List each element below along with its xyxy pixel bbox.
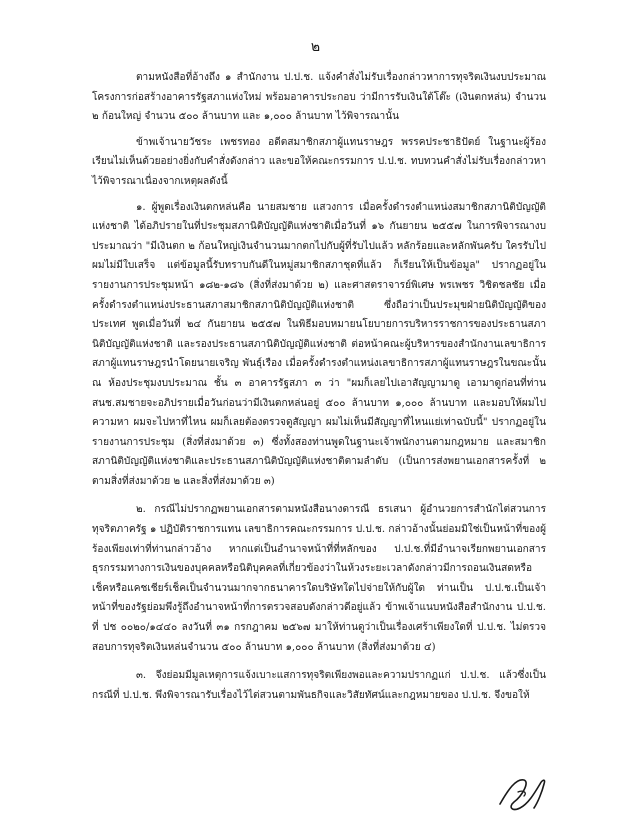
paragraph-complainant: ข้าพเจ้านายวัชระ เพชรทอง อดีตสมาชิกสภาผู้แทนราษฎร พรรคประชาธิปัตย์ ในฐานะผู้ร้องเรียนไม่เห็นด้วยอย่างยิ่งกับคำสั่งดังกล่าว และขอให้คณะกรรมการ ป.ป.ช. ทบทวนคำสั่งไม่รับเรื่องกล่าวหาไว้พิจารณาเนื่องจากเหตุผลดังนี้ (92, 136, 546, 187)
signature-mark (494, 770, 550, 816)
letter-body (92, 68, 546, 714)
paragraph-point-3: ๓. จึงย่อมมีมูลเหตุการแจ้งเบาะแสการทุจริตเพียงพอและความปรากฏแก่ ป.ป.ช. แล้วซึ่งเป็นกรณีที่ ป.ป.ช. พึงพิจารณารับเรื่องไว้ไต่สวนตามพันธกิจและวิสัยทัศน์และกฎหมายของ ป.ป.ช. จึงขอให้ (92, 670, 546, 701)
page-number: ๒ (310, 39, 321, 55)
paragraph-point-2: ๒. กรณีไม่ปรากฏพยานเอกสารตามหนังสือนางดารณี ธรเสนา ผู้อำนวยการสำนักไต่สวนการทุจริตภาครัฐ ๑ ปฏิบัติราชการแทน เลขาธิการคณะกรรมการ ป.ป.ช. กล่าวอ้างนั้นย่อมมิใช่เป็นหน้าที่ของผู้ร้องเพียงเท่าที่ท่านกล่าวอ้าง หากแต่เป็นอำนาจหน้าที่ที่หลักของ ป.ป.ช.ที่มีอำนาจเรียกพยานเอกสารธุรกรรมทางการเงินของบุคคลหรือนิติบุคคลที่เกี่ยวข้องว่าในห้วงระยะเวลาดังกล่าวมีการถอนเงินสดหรือเช็คหรือแคชเชียร์เช็คเป็นจำนวนมากจากธนาคารใดบริษัทใดไปจ่ายให้กับผู้ใด ท่านเป็น ป.ป.ช.เป็นเจ้าหน้าที่ของรัฐย่อมพึงรู้ถึงอำนาจหน้าที่การตรวจสอบดังกล่าวดีอยู่แล้ว ข้าพเจ้าแนบหนังสือสำนักงาน ป.ป.ช. ที่ ปช ๐๐๒๐/๑๔๔๐ ลงวันที่ ๓๑ กรกฎาคม ๒๕๖๗ มาให้ท่านดูว่าเป็นเรื่องเศร้าเพียงใดที่ ป.ป.ช. ไม่ตรวจสอบการทุจริตเงินหล่นจำนวน ๕๐๐ ล้านบาท ๑,๐๐๐ ล้านบาท (สิ่งที่ส่งมาด้วย ๔) (92, 504, 546, 653)
paragraph-point-1: ๑. ผู้พูดเรื่องเงินตกหล่นคือ นายสมชาย แสวงการ เมื่อครั้งดำรงตำแหน่งสมาชิกสภานิติบัญญัติแห่งชาติ ได้อภิปรายในที่ประชุมสภานิติบัญญัติแห่งชาติเมื่อวันที่ ๑๖ กันยายน ๒๕๕๗ ในการพิจารณางบประมาณว่า "มีเงินตก ๒ ก้อนใหญ่เงินจำนวนมากตกไปกับผู้ที่รับไปแล้ว หลักร้อยและหลักพันครับ ใครรับไปผมไม่มีใบเสร็จ แต่ข้อมูลนี้รับทราบกันดีในหมู่สมาชิกสภาชุดที่แล้ว ก็เรียนให้เป็นข้อมูล" ปรากฏอยู่ในรายงานการประชุมหน้า ๑๘๒-๑๘๖ (สิ่งที่ส่งมาด้วย ๒) และศาสตราจารย์พิเศษ พรเพชร วิชิตชลชัย เมื่อครั้งดำรงตำแหน่งประธานสภาสมาชิกสภานิติบัญญัติแห่งชาติ ซึ่งถือว่าเป็นประมุขฝ่ายนิติบัญญัติของประเทศ พูดเมื่อวันที่ ๒๔ กันยายน ๒๕๕๗ ในพิธีมอบหมายนโยบายการบริหารราชการของประธานสภานิติบัญญัติแห่งชาติ และรองประธานสภานิติบัญญัติแห่งชาติ ต่อหน้าคณะผู้บริหารของสำนักงานเลขาธิการสภาผู้แทนราษฎรนำโดยนายเจริญ พันธุ์เรือง เมื่อครั้งดำรงตำแหน่งเลขาธิการสภาผู้แทนราษฎรในขณะนั้น ณ ห้องประชุมงบประมาณ ชั้น ๓ อาคารรัฐสภา ๓ ว่า "ผมก็เลยไปเอาสัญญามาดู เอามาดูก่อนที่ท่าน สนช.สมชายจะอภิปรายเมื่อวันก่อนว่ามีเงินตกหล่นอยู่ ๕๐๐ ล้านบาท ๑,๐๐๐ ล้านบาท และมอบให้ผมไปความหา ผมจะไปหาที่ไหน ผมก็เลยต้องตรวจดูสัญญา ผมไม่เห็นมีสัญญาที่ไหนแย่เท่าฉบับนี้" ปรากฏอยู่ในรายงานการประชุม (สิ่งที่ส่งมาด้วย ๓) ซึ่งทั้งสองท่านพูดในฐานะเจ้าพนักงานตามกฎหมาย และสมาชิกสภานิติบัญญัติแห่งชาติและประธานสภานิติบัญญัติแห่งชาติตามลำดับ (เป็นการส่งพยานเอกสารครั้งที่ ๒ ตามสิ่งที่ส่งมาด้วย ๒ และสิ่งที่ส่งมาด้วย ๓) (92, 201, 546, 487)
paragraph-reference: ตามหนังสือที่อ้างถึง ๑ สำนักงาน ป.ป.ช. แจ้งคำสั่งไม่รับเรื่องกล่าวหาการทุจริตเงินงบประมาณโครงการก่อสร้างอาคารรัฐสภาแห่งใหม่ พร้อมอาคารประกอบ ว่ามีการรับเงินใต้โต๊ะ (เงินตกหล่น) จำนวน ๒ ก้อนใหญ่ จำนวน ๕๐๐ ล้านบาท และ ๑,๐๐๐ ล้านบาท ไว้พิจารณานั้น (92, 72, 546, 123)
